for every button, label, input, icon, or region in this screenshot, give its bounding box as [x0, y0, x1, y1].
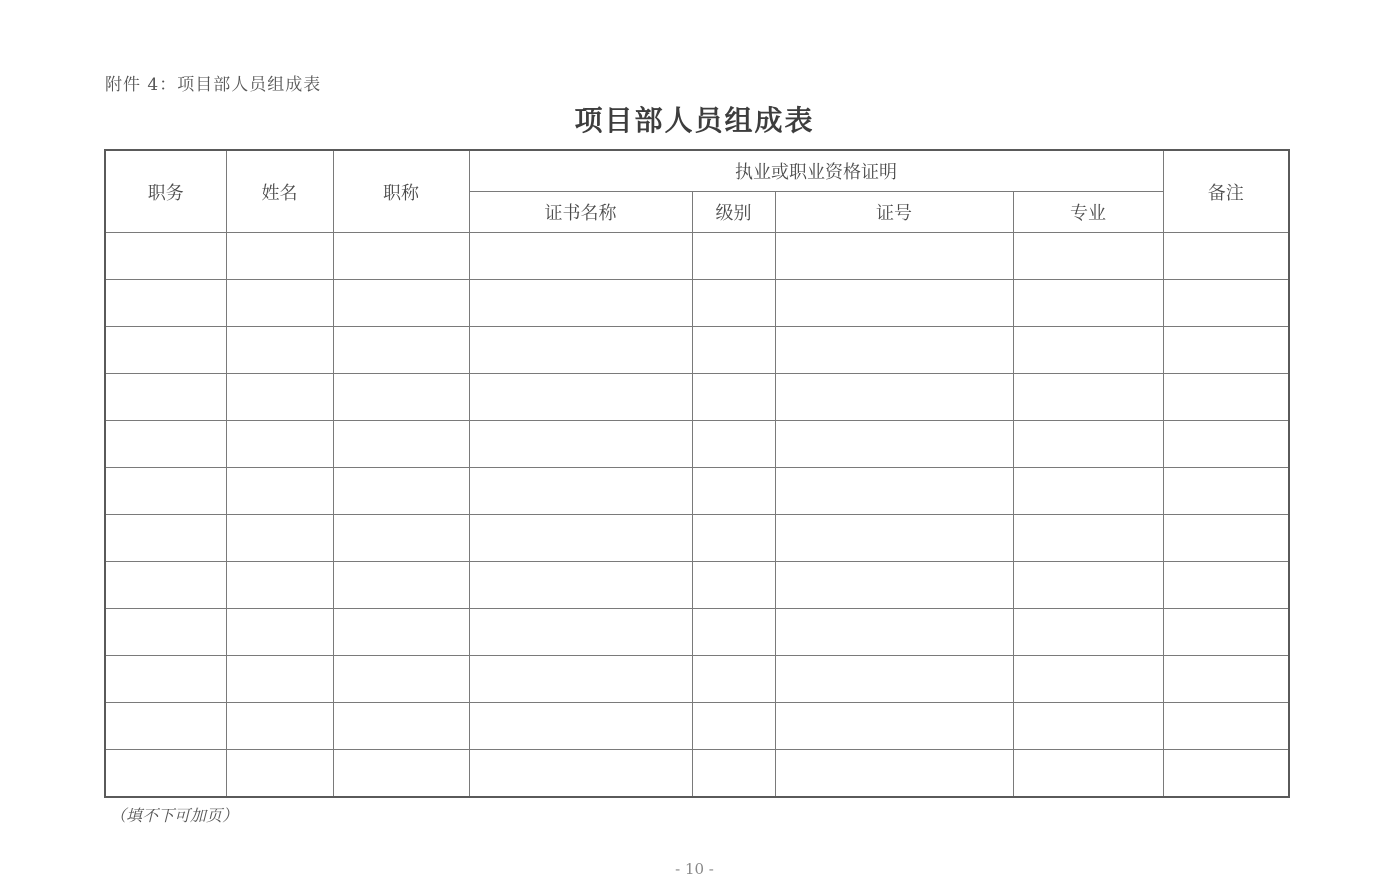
table-cell[interactable]	[226, 609, 333, 656]
table-cell[interactable]	[775, 374, 1013, 421]
table-cell[interactable]	[105, 703, 226, 750]
table-cell[interactable]	[469, 656, 692, 703]
table-row	[105, 421, 1289, 468]
table-cell[interactable]	[1013, 280, 1163, 327]
table-cell[interactable]	[1013, 562, 1163, 609]
table-cell[interactable]	[692, 562, 775, 609]
table-cell[interactable]	[105, 515, 226, 562]
staff-table-container	[104, 149, 1288, 798]
header-title: 职称	[333, 150, 469, 233]
table-cell[interactable]	[775, 327, 1013, 374]
table-cell[interactable]	[1013, 421, 1163, 468]
table-cell[interactable]	[469, 562, 692, 609]
table-cell[interactable]	[105, 750, 226, 798]
table-cell[interactable]	[333, 327, 469, 374]
table-row	[105, 562, 1289, 609]
page-number: - 10 -	[675, 860, 714, 878]
header-position: 职务	[105, 150, 226, 233]
table-cell[interactable]	[105, 562, 226, 609]
table-cell[interactable]	[333, 562, 469, 609]
table-cell[interactable]	[1163, 515, 1289, 562]
header-certificate-number: 证号	[775, 192, 1013, 233]
table-cell[interactable]	[105, 468, 226, 515]
table-cell[interactable]	[226, 421, 333, 468]
table-cell[interactable]	[226, 656, 333, 703]
table-row	[105, 233, 1289, 280]
table-cell[interactable]	[1163, 280, 1289, 327]
table-cell[interactable]	[1013, 750, 1163, 798]
table-cell[interactable]	[105, 656, 226, 703]
table-row	[105, 750, 1289, 798]
table-cell[interactable]	[469, 374, 692, 421]
table-cell[interactable]	[1163, 656, 1289, 703]
table-cell[interactable]	[226, 703, 333, 750]
table-cell[interactable]	[1163, 750, 1289, 798]
table-cell[interactable]	[692, 703, 775, 750]
table-cell[interactable]	[226, 327, 333, 374]
table-cell[interactable]	[333, 421, 469, 468]
table-cell[interactable]	[226, 233, 333, 280]
table-cell[interactable]	[692, 515, 775, 562]
table-cell[interactable]	[105, 609, 226, 656]
table-cell[interactable]	[692, 750, 775, 798]
table-cell[interactable]	[1013, 515, 1163, 562]
table-cell[interactable]	[226, 562, 333, 609]
table-cell[interactable]	[469, 233, 692, 280]
table-cell[interactable]	[333, 656, 469, 703]
table-cell[interactable]	[333, 750, 469, 798]
table-cell[interactable]	[775, 750, 1013, 798]
header-qualification-group: 执业或职业资格证明	[469, 150, 1163, 192]
table-cell[interactable]	[333, 233, 469, 280]
table-cell[interactable]	[105, 421, 226, 468]
table-cell[interactable]	[333, 280, 469, 327]
table-cell[interactable]	[692, 327, 775, 374]
table-cell[interactable]	[333, 468, 469, 515]
table-cell[interactable]	[692, 280, 775, 327]
table-cell[interactable]	[1163, 562, 1289, 609]
table-cell[interactable]	[333, 515, 469, 562]
table-cell[interactable]	[226, 280, 333, 327]
header-certificate-name: 证书名称	[469, 192, 692, 233]
header-remarks: 备注	[1163, 150, 1289, 233]
table-cell[interactable]	[1013, 374, 1163, 421]
table-cell[interactable]	[105, 233, 226, 280]
table-cell[interactable]	[226, 374, 333, 421]
table-cell[interactable]	[469, 515, 692, 562]
table-row	[105, 374, 1289, 421]
header-name: 姓名	[226, 150, 333, 233]
table-row	[105, 609, 1289, 656]
table-cell[interactable]	[226, 468, 333, 515]
table-cell[interactable]	[775, 233, 1013, 280]
table-cell[interactable]	[692, 421, 775, 468]
table-cell[interactable]	[105, 374, 226, 421]
table-cell[interactable]	[469, 280, 692, 327]
table-cell[interactable]	[1163, 233, 1289, 280]
table-cell[interactable]	[692, 468, 775, 515]
table-cell[interactable]	[469, 703, 692, 750]
table-cell[interactable]	[1013, 703, 1163, 750]
table-cell[interactable]	[105, 280, 226, 327]
footnote: （填不下可加页）	[110, 806, 239, 825]
page-title: 项目部人员组成表	[574, 104, 815, 137]
table-cell[interactable]	[469, 750, 692, 798]
table-cell[interactable]	[1163, 327, 1289, 374]
table-cell[interactable]	[333, 609, 469, 656]
table-row	[105, 656, 1289, 703]
table-cell[interactable]	[692, 374, 775, 421]
table-row	[105, 327, 1289, 374]
table-row	[105, 703, 1289, 750]
table-cell[interactable]	[469, 468, 692, 515]
table-cell[interactable]	[333, 703, 469, 750]
staff-table	[104, 149, 1290, 798]
table-cell[interactable]	[775, 703, 1013, 750]
table-cell[interactable]	[1013, 233, 1163, 280]
table-cell[interactable]	[692, 656, 775, 703]
table-cell[interactable]	[1013, 656, 1163, 703]
table-cell[interactable]	[1163, 374, 1289, 421]
table-cell[interactable]	[775, 515, 1013, 562]
table-cell[interactable]	[1163, 703, 1289, 750]
table-cell[interactable]	[775, 609, 1013, 656]
table-cell[interactable]	[1163, 609, 1289, 656]
table-cell[interactable]	[775, 280, 1013, 327]
table-cell[interactable]	[775, 562, 1013, 609]
attachment-label: 附件 4：项目部人员组成表	[105, 75, 322, 95]
table-cell[interactable]	[469, 327, 692, 374]
table-cell[interactable]	[692, 233, 775, 280]
table-cell[interactable]	[775, 421, 1013, 468]
table-cell[interactable]	[1163, 468, 1289, 515]
header-level: 级别	[692, 192, 775, 233]
table-cell[interactable]	[333, 374, 469, 421]
table-cell[interactable]	[226, 515, 333, 562]
table-cell[interactable]	[1163, 421, 1289, 468]
table-cell[interactable]	[226, 750, 333, 798]
table-body	[105, 233, 1289, 798]
table-cell[interactable]	[1013, 468, 1163, 515]
table-cell[interactable]	[1013, 609, 1163, 656]
table-cell[interactable]	[692, 609, 775, 656]
table-row	[105, 515, 1289, 562]
header-specialty: 专业	[1013, 192, 1163, 233]
table-cell[interactable]	[469, 609, 692, 656]
table-row	[105, 468, 1289, 515]
table-cell[interactable]	[1013, 327, 1163, 374]
table-cell[interactable]	[469, 421, 692, 468]
table-row	[105, 280, 1289, 327]
table-cell[interactable]	[775, 468, 1013, 515]
table-cell[interactable]	[105, 327, 226, 374]
table-cell[interactable]	[775, 656, 1013, 703]
